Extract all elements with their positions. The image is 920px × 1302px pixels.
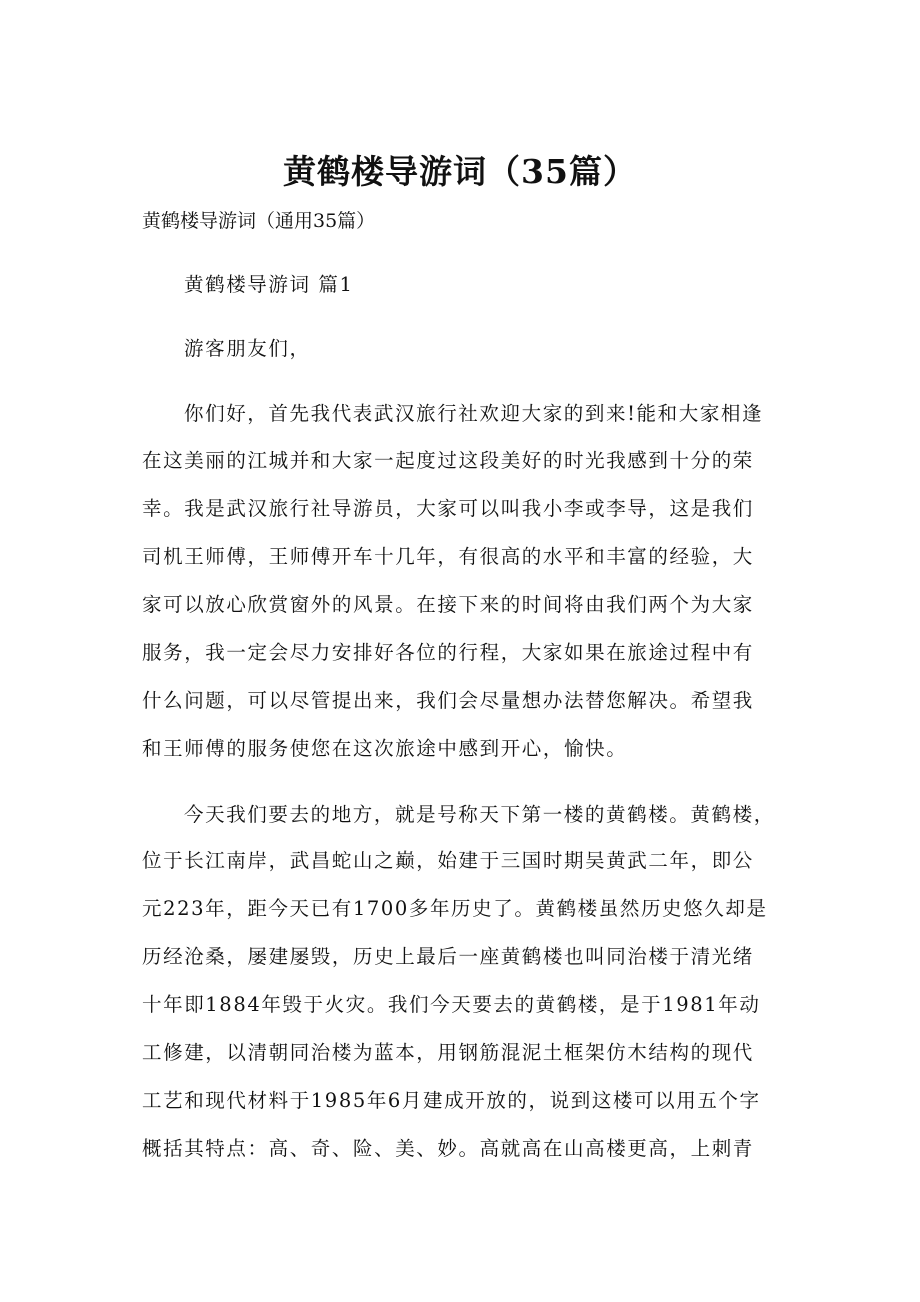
paragraph-line: 司机王师傅，王师傅开车十几年，有很高的水平和丰富的经验，大 xyxy=(142,545,754,568)
paragraph-line: 位于长江南岸，武昌蛇山之巅，始建于三国时期吴黄武二年，即公 xyxy=(142,849,754,872)
paragraph-line: 元223年，距今天已有1700多年历史了。黄鹤楼虽然历史悠久却是 xyxy=(142,897,768,920)
paragraph-line: 你们好，首先我代表武汉旅行社欢迎大家的到来!能和大家相逢 xyxy=(184,402,764,425)
paragraph-line: 历经沧桑，屡建屡毁，历史上最后一座黄鹤楼也叫同治楼于清光绪 xyxy=(142,945,754,968)
document-title: 黄鹤楼导游词（35篇） xyxy=(283,152,637,191)
section-heading: 黄鹤楼导游词 篇1 xyxy=(184,273,354,296)
paragraph-line: 服务，我一定会尽力安排好各位的行程，大家如果在旅途过程中有 xyxy=(142,641,754,664)
paragraph-line: 家可以放心欣赏窗外的风景。在接下来的时间将由我们两个为大家 xyxy=(142,593,754,616)
paragraph-line: 工修建，以清朝同治楼为蓝本，用钢筋混泥土框架仿木结构的现代 xyxy=(142,1041,754,1064)
paragraph-line: 在这美丽的江城并和大家一起度过这段美好的时光我感到十分的荣 xyxy=(142,449,754,472)
paragraph-line: 和王师傅的服务使您在这次旅途中感到开心，愉快。 xyxy=(142,737,628,760)
paragraph-line: 十年即1884年毁于火灾。我们今天要去的黄鹤楼，是于1981年动 xyxy=(142,993,761,1016)
paragraph-line: 什么问题，可以尽管提出来，我们会尽量想办法替您解决。希望我 xyxy=(142,689,754,712)
paragraph-line: 幸。我是武汉旅行社导游员，大家可以叫我小李或李导，这是我们 xyxy=(142,497,754,520)
paragraph-line: 概括其特点：高、奇、险、美、妙。高就高在山高楼更高，上刺青 xyxy=(142,1137,754,1160)
document-subtitle: 黄鹤楼导游词（通用35篇） xyxy=(142,210,376,232)
greeting-line: 游客朋友们， xyxy=(184,337,311,360)
paragraph-line: 今天我们要去的地方，就是号称天下第一楼的黄鹤楼。黄鹤楼， xyxy=(184,803,775,826)
paragraph-line: 工艺和现代材料于1985年6月建成开放的，说到这楼可以用五个字 xyxy=(142,1089,761,1112)
